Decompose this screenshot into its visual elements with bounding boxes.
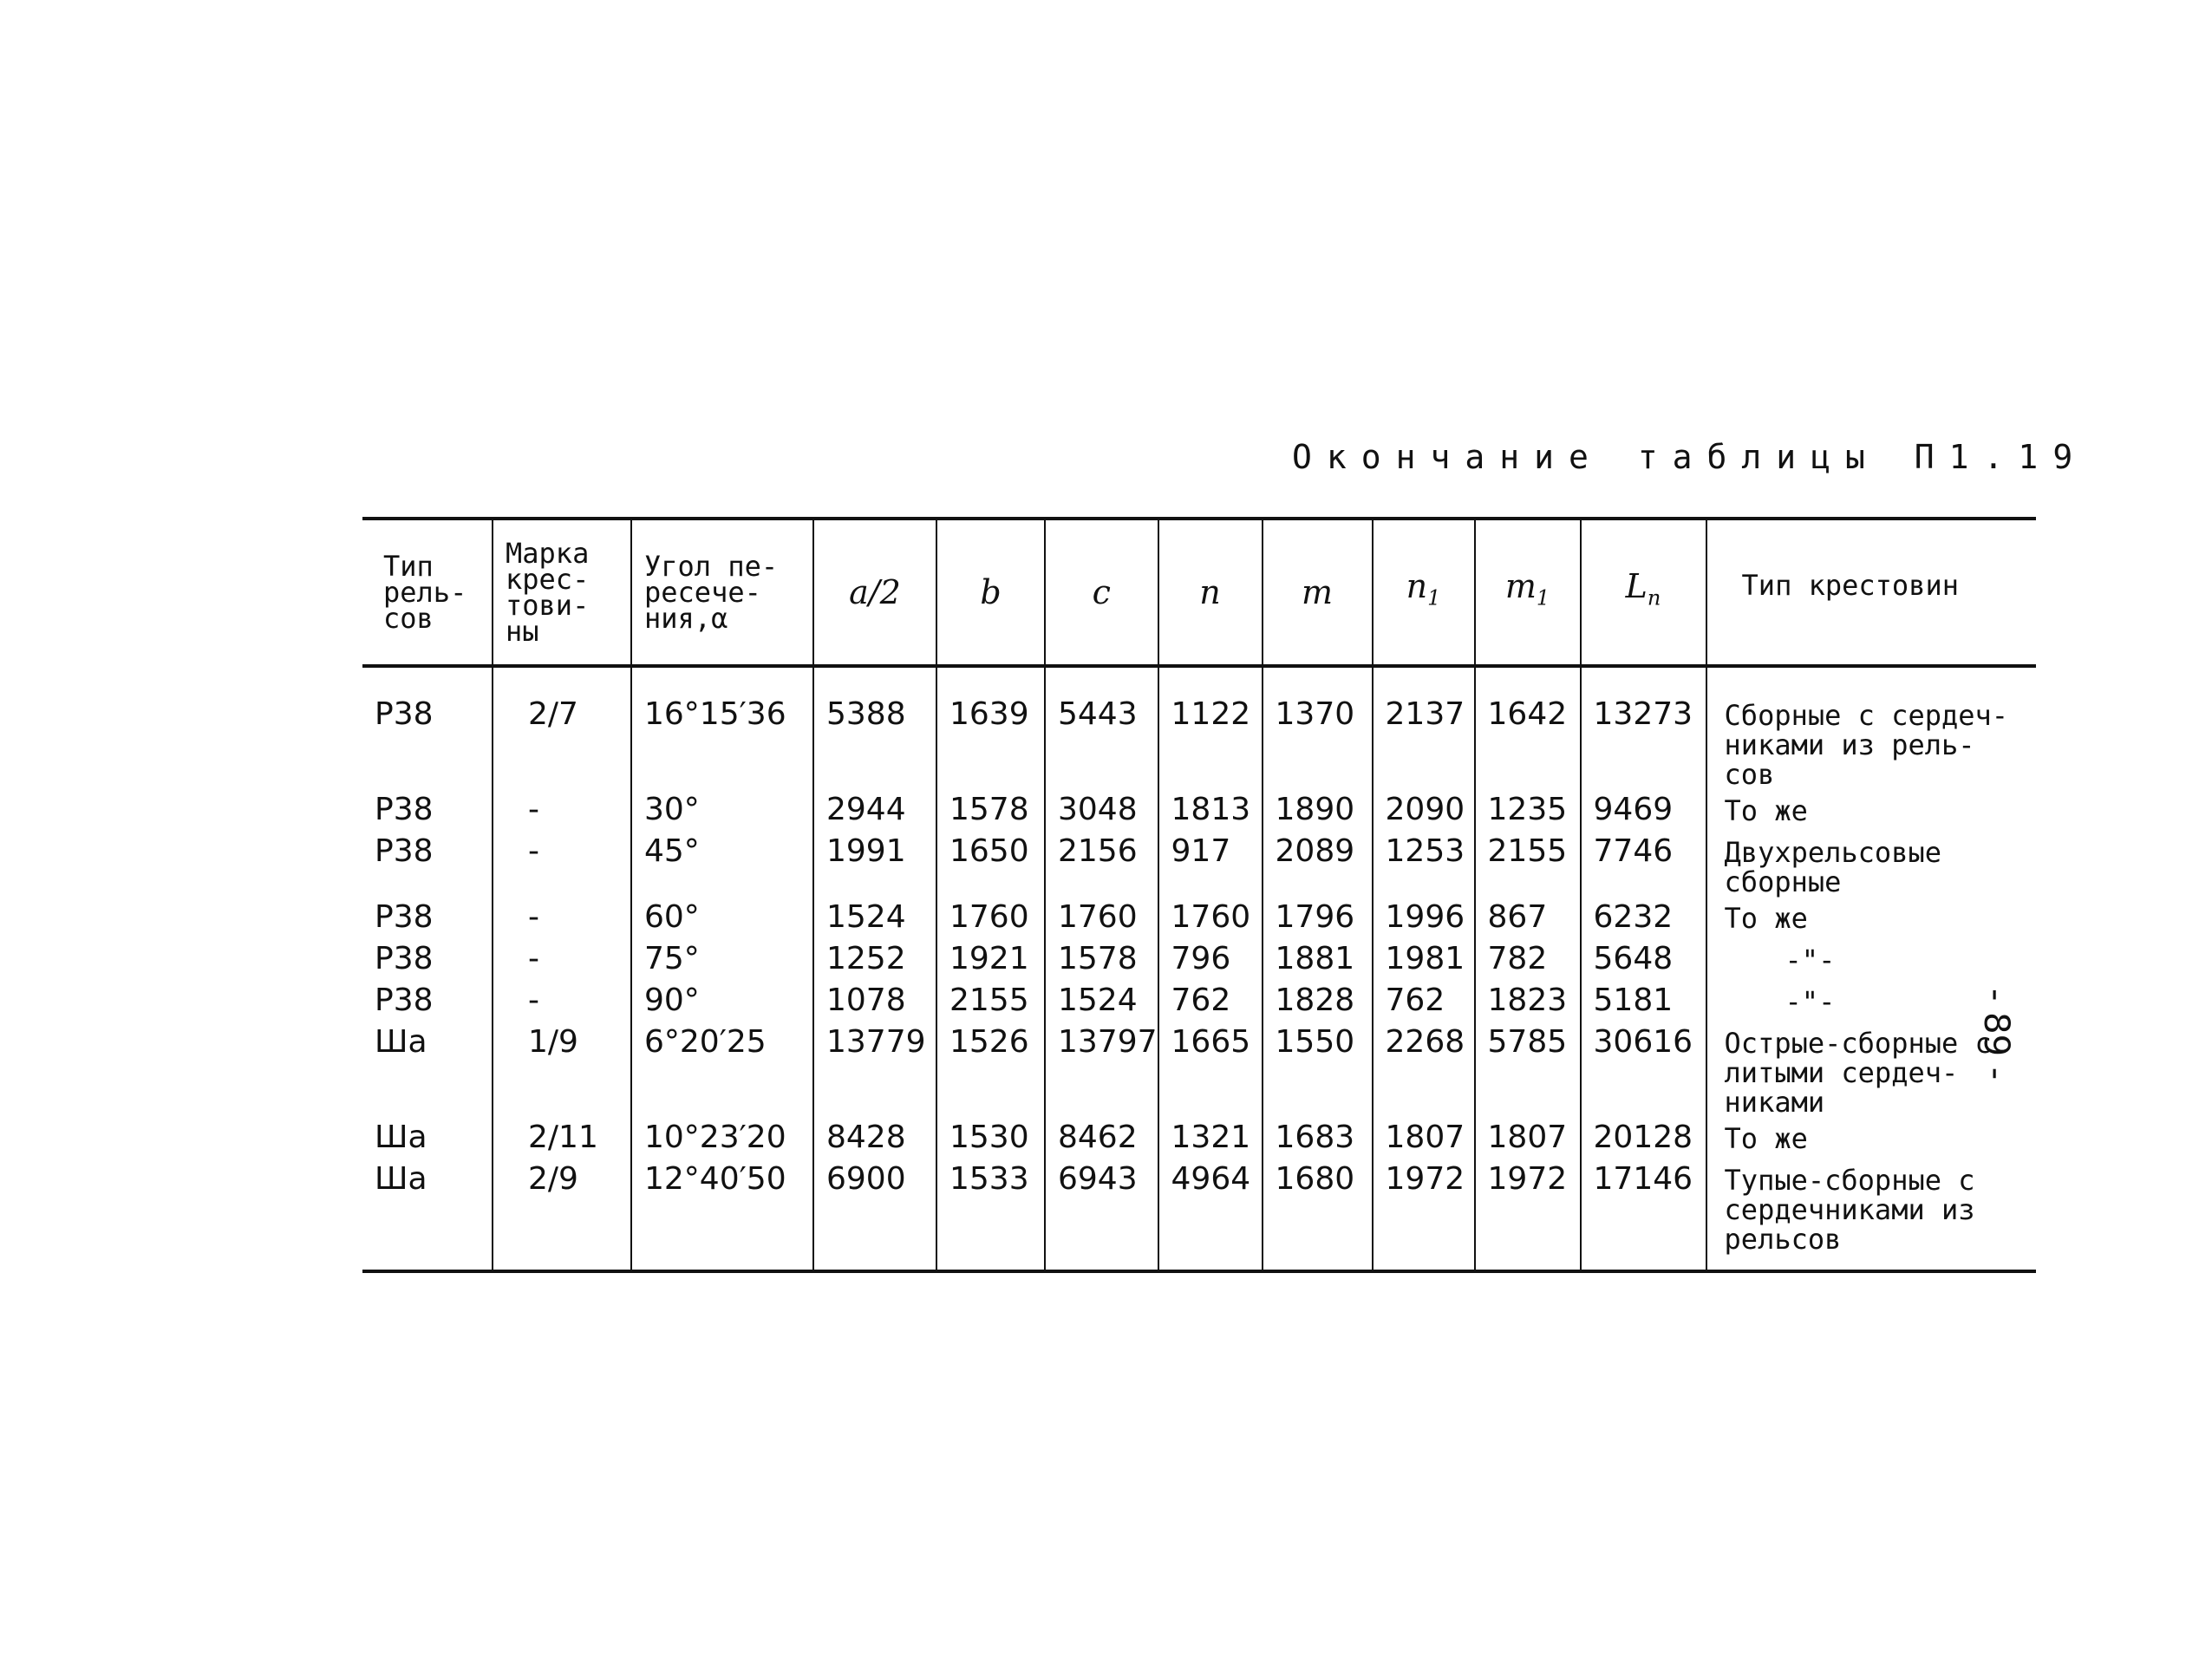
cell-angle: 30°: [631, 789, 813, 831]
page-number: - 89 -: [1976, 989, 2016, 1081]
cell-n1: 762: [1373, 980, 1475, 1022]
cell-b: 1578: [936, 789, 1045, 831]
header-Ln-sub: n: [1647, 585, 1661, 610]
cell-m1: 782: [1475, 938, 1581, 980]
cell-m: 1683: [1263, 1117, 1373, 1159]
cell-m1: 1823: [1475, 980, 1581, 1022]
cell-n1: 1996: [1373, 897, 1475, 938]
cell-angle: 6°20′25: [631, 1022, 813, 1117]
cell-n1: 1981: [1373, 938, 1475, 980]
cell-rail: Р38: [375, 941, 434, 976]
cell-m1: 867: [1475, 897, 1581, 938]
cell-Ln: 6232: [1581, 897, 1706, 938]
cell-c: 2156: [1045, 831, 1158, 897]
cell-b: 2155: [936, 980, 1045, 1022]
cell-n: 917: [1158, 831, 1263, 897]
cell-m: 1680: [1263, 1159, 1373, 1271]
cell-mark: -: [493, 938, 631, 980]
header-n1-base: n: [1406, 567, 1428, 606]
cell-rail: Р38: [375, 833, 434, 869]
cell-angle: 90°: [631, 980, 813, 1022]
header-a2: a/2: [813, 519, 936, 666]
crossings-table: [362, 517, 2036, 1273]
cell-rail: Р38: [375, 792, 434, 827]
table-row: [362, 666, 2036, 789]
cell-angle: 45°: [631, 831, 813, 897]
cell-mark: -: [493, 897, 631, 938]
cell-m1: 1972: [1475, 1159, 1581, 1271]
cell-mark: -: [493, 980, 631, 1022]
header-m1-base: m: [1504, 567, 1537, 606]
cell-n: 796: [1158, 938, 1263, 980]
cell-c: 3048: [1045, 789, 1158, 831]
cell-n: 1813: [1158, 789, 1263, 831]
cell-n: 4964: [1158, 1159, 1263, 1271]
cell-Ln: 5181: [1581, 980, 1706, 1022]
cell-type: Тупые-сборные с сердечниками из рельсов: [1706, 1159, 2036, 1271]
cell-Ln: 17146: [1581, 1159, 1706, 1271]
cell-m1: 2155: [1475, 831, 1581, 897]
cell-angle: 16°15′36: [631, 666, 813, 789]
cell-Ln: 7746: [1581, 831, 1706, 897]
cell-rail: Р38: [375, 696, 434, 732]
cell-a2: 1078: [813, 980, 936, 1022]
cell-type: -"-: [1706, 938, 2036, 980]
table-row: [362, 1022, 2036, 1117]
cell-Ln: 30616: [1581, 1022, 1706, 1117]
table-row: [362, 789, 2036, 831]
cell-m: 1796: [1263, 897, 1373, 938]
cell-m1: 1642: [1475, 666, 1581, 789]
cell-type: То же: [1706, 1117, 2036, 1159]
cell-c: 13797: [1045, 1022, 1158, 1117]
cell-type: -"-: [1706, 980, 2036, 1022]
cell-angle: 75°: [631, 938, 813, 980]
cell-m: 1370: [1263, 666, 1373, 789]
cell-c: 8462: [1045, 1117, 1158, 1159]
table-row: [362, 1159, 2036, 1271]
cell-type: Сборные с сердеч- никами из рель- сов: [1706, 666, 2036, 789]
header-m1: [1475, 519, 1581, 666]
cell-type: То же: [1706, 897, 2036, 938]
cell-n1: 1807: [1373, 1117, 1475, 1159]
header-m: m: [1263, 519, 1373, 666]
cell-mark: -: [493, 789, 631, 831]
cell-n1: 1972: [1373, 1159, 1475, 1271]
cell-a2: 13779: [813, 1022, 936, 1117]
cell-m1: 5785: [1475, 1022, 1581, 1117]
cell-a2: 2944: [813, 789, 936, 831]
cell-a2: 1991: [813, 831, 936, 897]
cell-mark: 2/11: [493, 1117, 631, 1159]
cell-type: Двухрельсовые сборные: [1706, 831, 2036, 897]
cell-n1: 2137: [1373, 666, 1475, 789]
cell-b: 1530: [936, 1117, 1045, 1159]
cell-n: 1122: [1158, 666, 1263, 789]
header-n1-sub: 1: [1427, 585, 1441, 610]
header-crossing-type: Тип крестовин: [1706, 519, 2036, 666]
cell-a2: 1524: [813, 897, 936, 938]
cell-n1: 1253: [1373, 831, 1475, 897]
table-row: [362, 1117, 2036, 1159]
cell-m: 1881: [1263, 938, 1373, 980]
table-row: [362, 938, 2036, 980]
header-n: n: [1158, 519, 1263, 666]
table-row: [362, 831, 2036, 897]
cell-b: 1639: [936, 666, 1045, 789]
cell-n: 1760: [1158, 897, 1263, 938]
cell-b: 1760: [936, 897, 1045, 938]
header-crossing-mark: Марка крес- тови- ны: [493, 519, 631, 666]
cell-n1: 2090: [1373, 789, 1475, 831]
cell-Ln: 13273: [1581, 666, 1706, 789]
cell-a2: 6900: [813, 1159, 936, 1271]
header-Ln: [1581, 519, 1706, 666]
header-rail-type: Тип рель- сов: [383, 550, 467, 635]
header-n1: [1373, 519, 1475, 666]
cell-mark: 1/9: [493, 1022, 631, 1117]
cell-Ln: 5648: [1581, 938, 1706, 980]
cell-type: То же: [1706, 789, 2036, 831]
header-b: b: [936, 519, 1045, 666]
cell-m1: 1235: [1475, 789, 1581, 831]
cell-angle: 12°40′50: [631, 1159, 813, 1271]
cell-c: 6943: [1045, 1159, 1158, 1271]
cell-angle: 60°: [631, 897, 813, 938]
header-m1-sub: 1: [1536, 585, 1550, 610]
cell-m: 1890: [1263, 789, 1373, 831]
cell-n: 1321: [1158, 1117, 1263, 1159]
cell-mark: 2/9: [493, 1159, 631, 1271]
cell-b: 1921: [936, 938, 1045, 980]
cell-b: 1650: [936, 831, 1045, 897]
cell-m1: 1807: [1475, 1117, 1581, 1159]
header-Ln-base: L: [1625, 567, 1648, 606]
table-header-row: [362, 519, 2036, 666]
cell-mark: -: [493, 831, 631, 897]
table-caption: Окончание таблицы П1.19: [1292, 438, 2088, 476]
cell-Ln: 20128: [1581, 1117, 1706, 1159]
cell-m: 1550: [1263, 1022, 1373, 1117]
cell-c: 1524: [1045, 980, 1158, 1022]
cell-b: 1526: [936, 1022, 1045, 1117]
cell-n: 1665: [1158, 1022, 1263, 1117]
cell-a2: 5388: [813, 666, 936, 789]
header-c: c: [1045, 519, 1158, 666]
cell-c: 1578: [1045, 938, 1158, 980]
cell-m: 2089: [1263, 831, 1373, 897]
cell-rail: Р38: [375, 983, 434, 1018]
cell-rail: Р38: [375, 899, 434, 935]
cell-n: 762: [1158, 980, 1263, 1022]
cell-c: 5443: [1045, 666, 1158, 789]
cell-a2: 8428: [813, 1117, 936, 1159]
cell-m: 1828: [1263, 980, 1373, 1022]
cell-rail: Ша: [375, 1120, 427, 1155]
cell-n1: 2268: [1373, 1022, 1475, 1117]
cell-rail: Ша: [375, 1161, 427, 1197]
cell-Ln: 9469: [1581, 789, 1706, 831]
cell-type: Острые-сборные с литыми сердеч- никами: [1706, 1022, 2036, 1117]
table-row: [362, 980, 2036, 1022]
cell-mark: 2/7: [493, 666, 631, 789]
header-angle: Угол пе- ресече- ния,α: [631, 519, 813, 666]
cell-c: 1760: [1045, 897, 1158, 938]
table-row: [362, 897, 2036, 938]
cell-rail: Ша: [375, 1024, 427, 1060]
cell-b: 1533: [936, 1159, 1045, 1271]
cell-a2: 1252: [813, 938, 936, 980]
cell-angle: 10°23′20: [631, 1117, 813, 1159]
